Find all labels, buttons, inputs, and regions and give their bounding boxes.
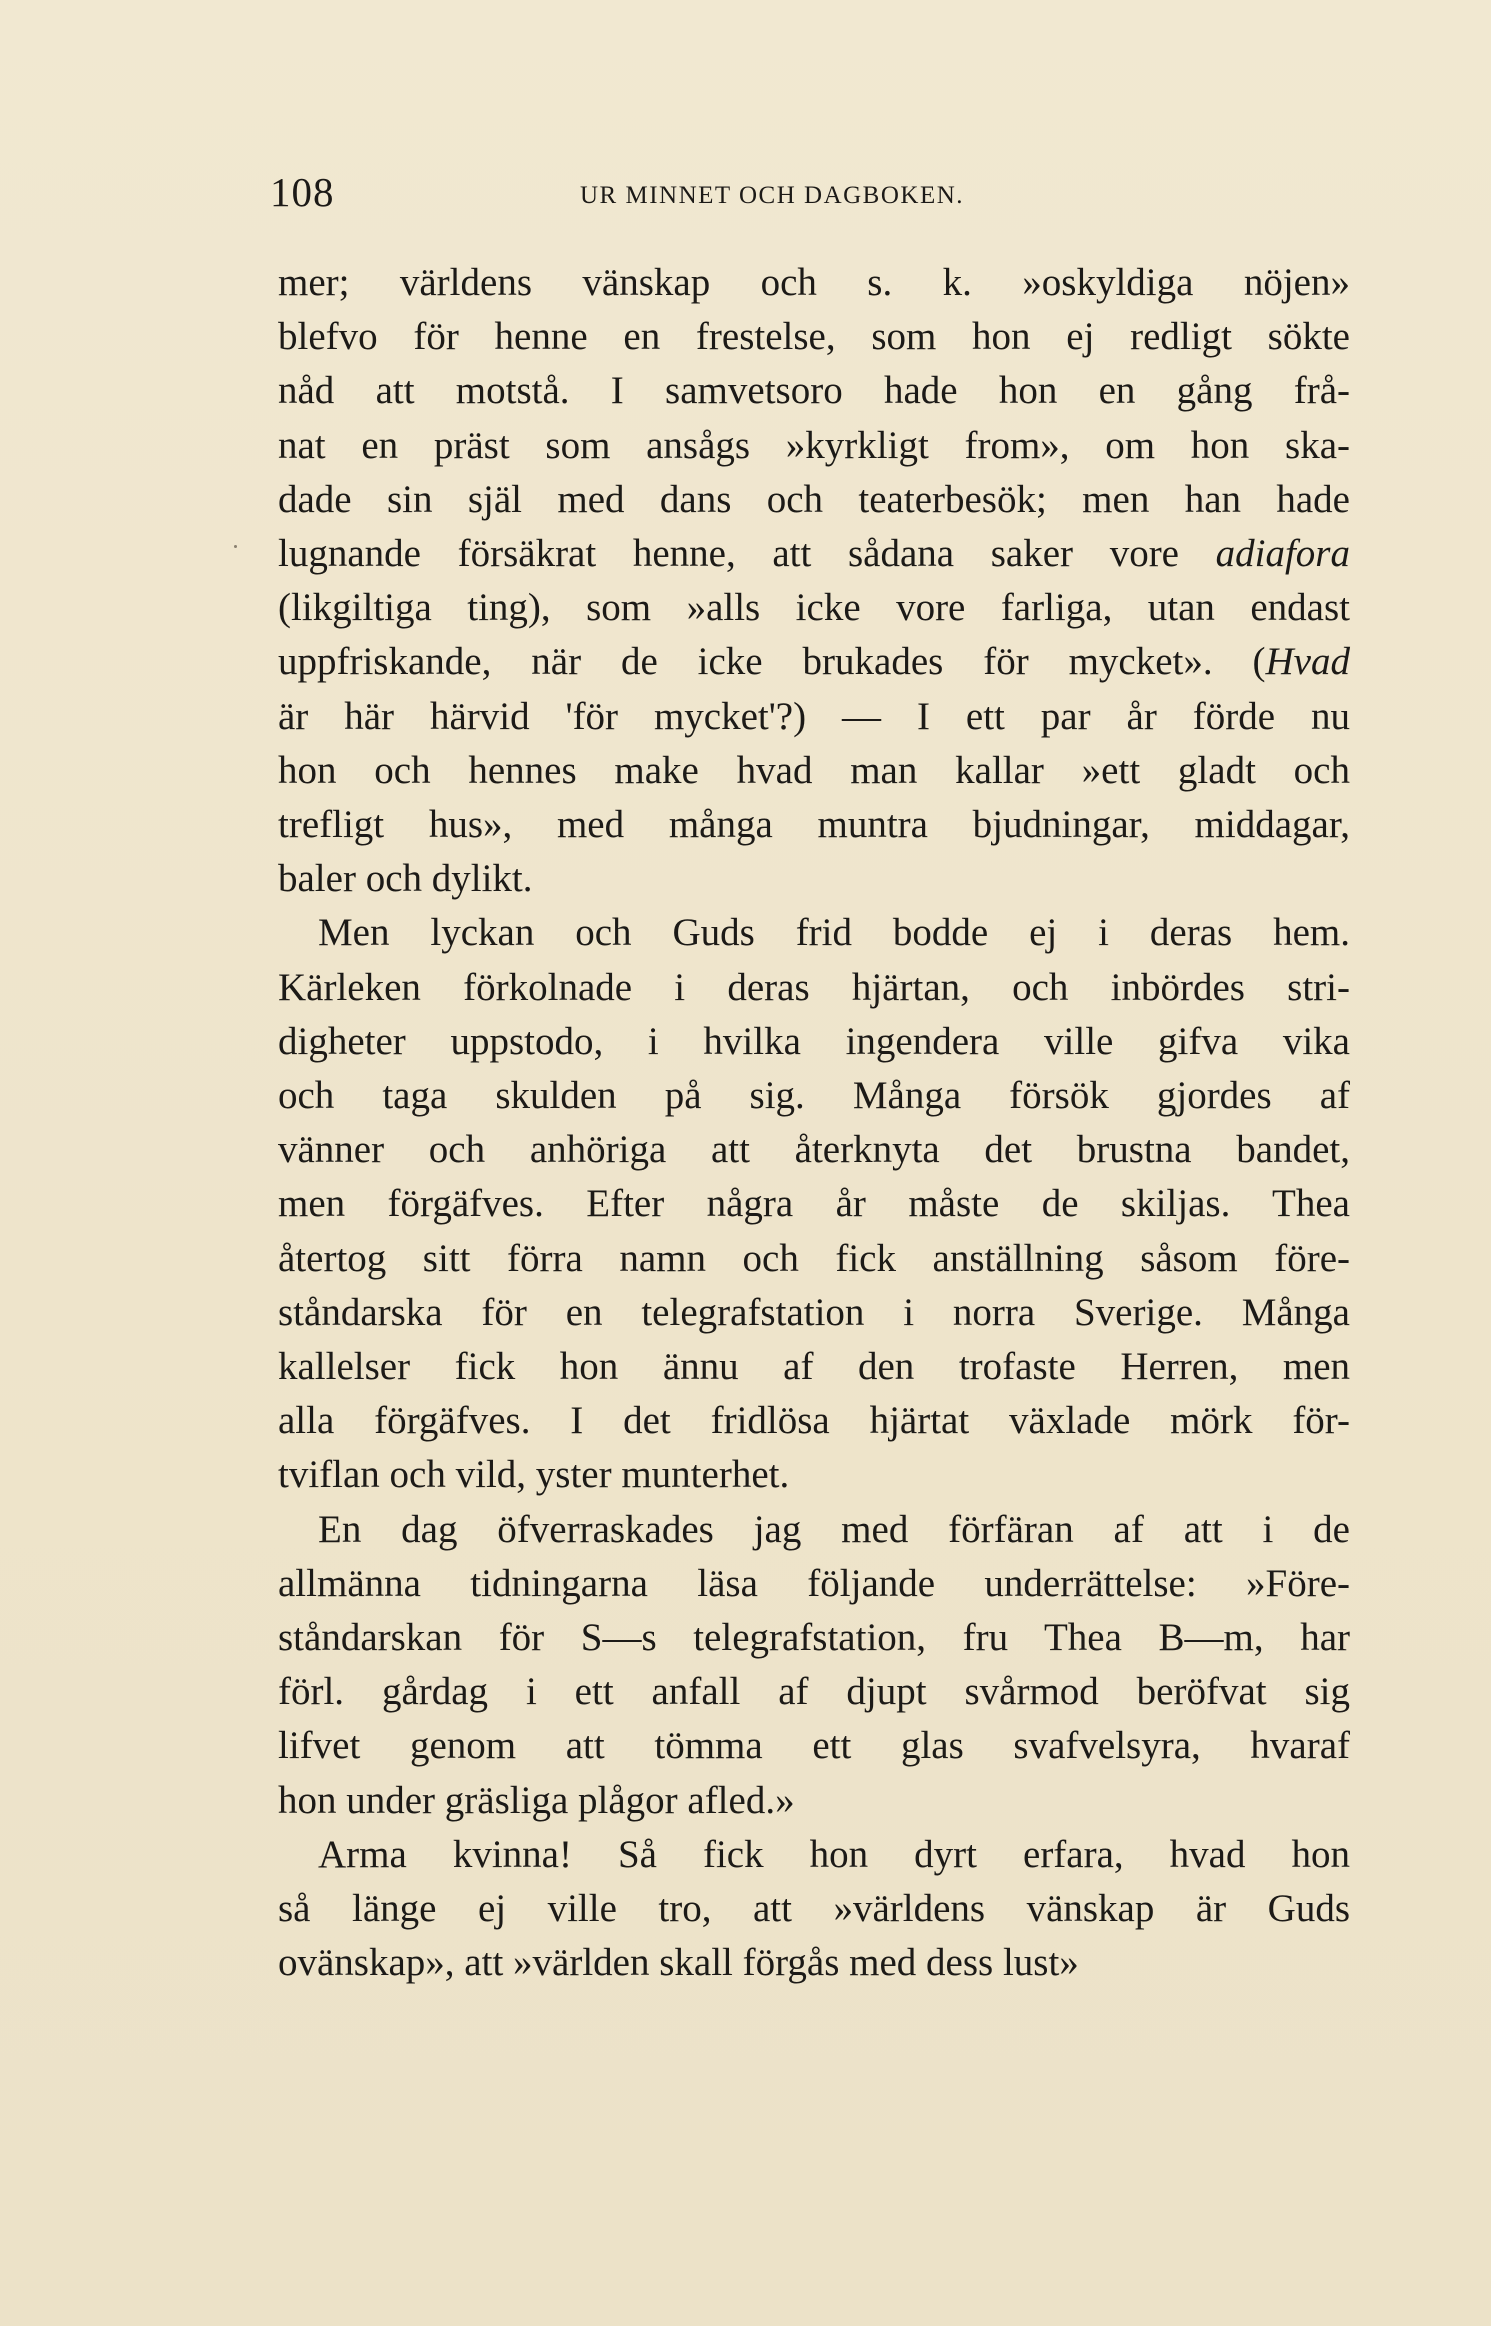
text-line: nåd att motstå. I samvetsoro hade hon en gång frå-	[278, 369, 1350, 413]
text-line: ståndarska för en telegrafstation i norra Sverige. Många	[278, 1290, 1350, 1334]
page-number: 108	[270, 169, 335, 215]
text-line: Kärleken förkolnade i deras hjärtan, och inbördes stri-	[278, 965, 1350, 1009]
text-line: Arma kvinna! Så fick hon dyrt erfara, hvad hon	[318, 1832, 1350, 1876]
text-line: lugnande försäkrat henne, att sådana saker vore adiafora	[278, 532, 1350, 576]
text-line: så länge ej ville tro, att »världens vänskap är Guds	[278, 1887, 1350, 1931]
page-header	[270, 168, 1370, 218]
text-line: hon under gräsliga plågor afled.»	[278, 1778, 795, 1822]
text-line: baler och dylikt.	[278, 857, 533, 901]
text-line: återtog sitt förra namn och fick anställning såsom före-	[278, 1236, 1350, 1280]
text-line: (likgiltiga ting), som »alls icke vore farliga, utan endast	[278, 586, 1350, 630]
italic-term: adiafora	[1215, 532, 1350, 576]
text-line: alla förgäfves. I det fridlösa hjärtat växlade mörk för-	[278, 1399, 1350, 1443]
body-text	[278, 256, 1350, 1991]
text-line: ståndarskan för S—s telegrafstation, fru Thea B—m, har	[278, 1616, 1350, 1660]
paragraph	[278, 1503, 1350, 1828]
text-line: uppfriskande, när de icke brukades för mycket». (Hvad	[278, 640, 1350, 684]
margin-mark	[234, 545, 237, 548]
text-line: nat en präst som ansågs »kyrkligt from», om hon ska-	[278, 423, 1350, 467]
paragraph	[278, 256, 1350, 906]
running-head: UR MINNET OCH DAGBOKEN.	[580, 182, 965, 209]
text-line: digheter uppstodo, i hvilka ingendera ville gifva vika	[278, 1019, 1350, 1063]
text-line: dade sin själ med dans och teaterbesök; men han hade	[278, 477, 1350, 521]
text-line: allmänna tidningarna läsa följande underrättelse: »Före-	[278, 1561, 1350, 1605]
text-line: En dag öfverraskades jag med förfäran af att i de	[318, 1507, 1350, 1551]
text-line: Men lyckan och Guds frid bodde ej i deras hem.	[318, 911, 1350, 955]
text-line: och taga skulden på sig. Många försök gjordes af	[278, 1074, 1350, 1118]
italic-term: Hvad	[1265, 640, 1350, 684]
text-line: lifvet genom att tömma ett glas svafvelsyra, hvaraf	[278, 1724, 1350, 1768]
text-line: är här härvid 'för mycket'?) — I ett par år förde nu	[278, 694, 1350, 738]
text-line: förl. gårdag i ett anfall af djupt svårmod beröfvat sig	[278, 1670, 1350, 1714]
text-line: kallelser fick hon ännu af den trofaste Herren, men	[278, 1345, 1350, 1389]
text-line: trefligt hus», med många muntra bjudningar, middagar,	[278, 803, 1350, 847]
paragraph	[278, 1828, 1350, 1991]
text-line: mer; världens vänskap och s. k. »oskyldiga nöjen»	[278, 261, 1350, 304]
text-line: blefvo för henne en frestelse, som hon ej redligt sökte	[278, 315, 1350, 359]
text-line: hon och hennes make hvad man kallar »ett gladt och	[278, 748, 1350, 792]
text-line: men förgäfves. Efter några år måste de skiljas. Thea	[278, 1182, 1350, 1226]
text-line: tviflan och vild, yster munterhet.	[278, 1453, 790, 1497]
text-line: ovänskap», att »världen skall förgås med dess lust»	[278, 1941, 1079, 1985]
text-line: vänner och anhöriga att återknyta det brustna bandet,	[278, 1128, 1350, 1172]
paragraph	[278, 906, 1350, 1502]
